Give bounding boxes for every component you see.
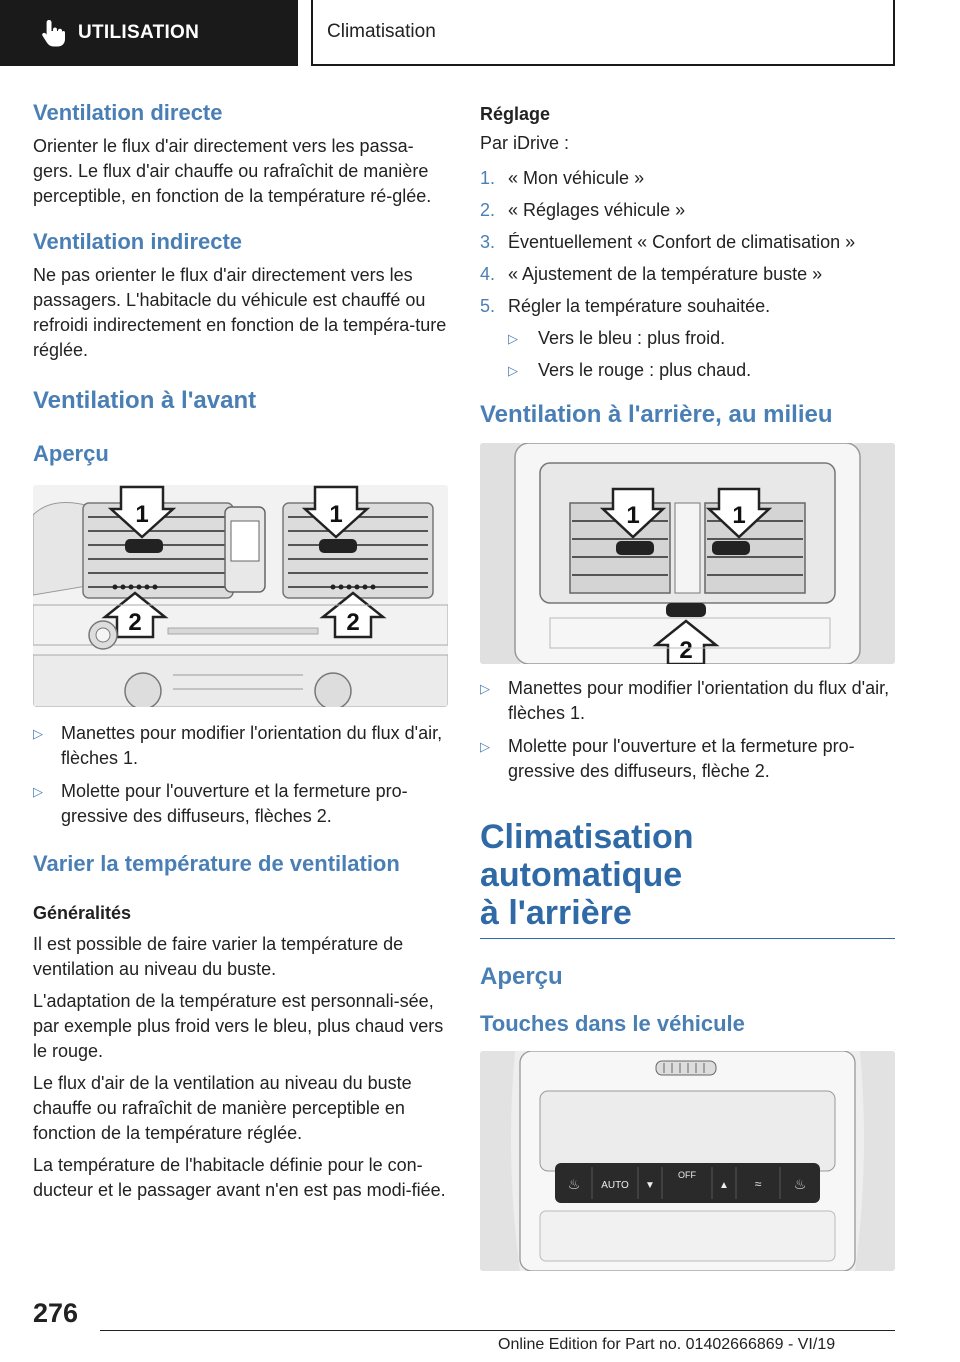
list-item: ▷ Vers le bleu : plus froid. bbox=[508, 326, 895, 351]
list-item: 5. Régler la température souhaitée. bbox=[480, 296, 771, 316]
reglage-steps bbox=[480, 166, 895, 319]
heading-ventilation-arriere: Ventilation à l'arrière, au milieu bbox=[480, 401, 833, 428]
fig1-label-1a: 1 bbox=[135, 501, 149, 528]
right-column bbox=[480, 100, 895, 1271]
left-column bbox=[33, 100, 448, 1203]
paragraph-generalites-1: Il est possible de faire varier la température de ventilation au niveau du buste. bbox=[33, 934, 404, 979]
list-item: ▷ Manettes pour modifier l'orientation du flux d'air, flèches 1. bbox=[480, 678, 890, 723]
reglage-substeps bbox=[508, 326, 895, 383]
chapter-label: Climatisation bbox=[327, 21, 436, 42]
triangle-bullet-icon: ▷ bbox=[480, 739, 490, 754]
heading-ventilation-avant: Ventilation à l'avant bbox=[33, 387, 257, 414]
heading-climatisation-automatique-arriere bbox=[480, 818, 895, 939]
section-label: UTILISATION bbox=[78, 22, 200, 43]
paragraph-ventilation-indirecte: Ne pas orienter le flux d'air directement vers les passagers. L'habitacle du véhicule est chauffé ou refroidi indirectement en fonction de la tempéra-ture réglée. bbox=[33, 265, 447, 360]
airflow-icon: ≈ bbox=[754, 1177, 762, 1191]
fig1-label-1b: 1 bbox=[329, 501, 343, 528]
header-section-tab bbox=[0, 0, 298, 66]
seat-heat-icon-right: ♨ bbox=[793, 1176, 807, 1192]
footer-edition: Online Edition for Part no. 01402666869 - VI/19 bbox=[498, 1336, 836, 1353]
list-item: ▷ Molette pour l'ouverture et la fermeture pro-gressive des diffuseurs, flèche 2. bbox=[480, 736, 855, 781]
fig2-label-1a: 1 bbox=[626, 502, 640, 529]
rear-vents-drawing bbox=[480, 443, 895, 664]
header-chapter-tab bbox=[311, 0, 895, 66]
heading-ventilation-indirecte: Ventilation indirecte bbox=[33, 229, 243, 254]
front-vents-bullets bbox=[33, 721, 448, 829]
fig3-label-off: OFF bbox=[678, 1170, 696, 1180]
heading-line-1: Climatisation automatique bbox=[480, 818, 694, 894]
heading-touches-vehicule: Touches dans le véhicule bbox=[480, 1011, 745, 1036]
page-number: 276 bbox=[33, 1298, 79, 1328]
hand-pointer-icon bbox=[40, 18, 66, 48]
heading-generalites: Généralités bbox=[33, 903, 132, 923]
par-idrive-text: Par iDrive : bbox=[480, 133, 570, 153]
heading-apercu-avant: Aperçu bbox=[33, 441, 109, 466]
list-item: ▷ Vers le rouge : plus chaud. bbox=[508, 358, 895, 383]
fig3-label-auto: AUTO bbox=[601, 1180, 629, 1191]
list-item: 4. « Ajustement de la température buste » bbox=[480, 264, 823, 284]
heading-line-2: à l'arrière bbox=[480, 894, 632, 932]
front-vents-drawing bbox=[33, 485, 448, 707]
heading-apercu-arriere: Aperçu bbox=[480, 963, 563, 990]
list-item: ▷ Manettes pour modifier l'orientation du flux d'air, flèches 1. bbox=[33, 723, 443, 768]
fig2-label-2: 2 bbox=[679, 637, 693, 664]
seat-heat-icon-left: ♨ bbox=[567, 1176, 581, 1192]
fig1-label-2b: 2 bbox=[346, 609, 360, 636]
heading-reglage: Réglage bbox=[480, 104, 551, 124]
list-item: 2. « Réglages véhicule » bbox=[480, 200, 686, 220]
paragraph-generalites-2: L'adaptation de la température est personnali-sée, par exemple plus froid vers le bleu, plus chaud vers le rouge. bbox=[33, 991, 444, 1061]
triangle-bullet-icon: ▷ bbox=[33, 784, 43, 799]
heading-ventilation-directe: Ventilation directe bbox=[33, 100, 223, 125]
footer-divider bbox=[100, 1330, 895, 1331]
paragraph-ventilation-directe: Orienter le flux d'air directement vers les passa-gers. Le flux d'air chauffe ou rafraîchit de manière perceptible, en fonction de la température ré-glée. bbox=[33, 136, 432, 206]
list-item: 3. Éventuellement « Confort de climatisation » bbox=[480, 232, 856, 252]
rear-climate-controls-illustration bbox=[480, 1051, 895, 1271]
triangle-bullet-icon: ▷ bbox=[508, 331, 518, 346]
rear-vents-bullets bbox=[480, 676, 895, 784]
list-item: 1. « Mon véhicule » bbox=[480, 168, 645, 188]
list-item: ▷ Molette pour l'ouverture et la fermeture pro-gressive des diffuseurs, flèches 2. bbox=[33, 781, 408, 826]
front-vents-illustration bbox=[33, 485, 448, 707]
triangle-bullet-icon: ▷ bbox=[508, 363, 518, 378]
triangle-bullet-icon: ▷ bbox=[480, 681, 490, 696]
rear-vents-illustration bbox=[480, 443, 895, 664]
fig2-label-1b: 1 bbox=[732, 502, 746, 529]
triangle-bullet-icon: ▷ bbox=[33, 726, 43, 741]
fig1-label-2a: 2 bbox=[128, 609, 142, 636]
heading-varier-temperature: Varier la température de ventilation bbox=[33, 851, 400, 876]
paragraph-generalites-3: Le flux d'air de la ventilation au niveau du buste chauffe ou rafraîchit de manière perceptible en fonction de la température réglée. bbox=[33, 1073, 412, 1143]
rear-climate-drawing bbox=[480, 1051, 895, 1271]
down-arrow-icon: ▼ bbox=[645, 1180, 655, 1191]
up-arrow-icon: ▲ bbox=[719, 1180, 729, 1191]
paragraph-generalites-4: La température de l'habitacle définie pour le con-ducteur et le passager avant n'en est pas modi-fiée. bbox=[33, 1155, 446, 1200]
